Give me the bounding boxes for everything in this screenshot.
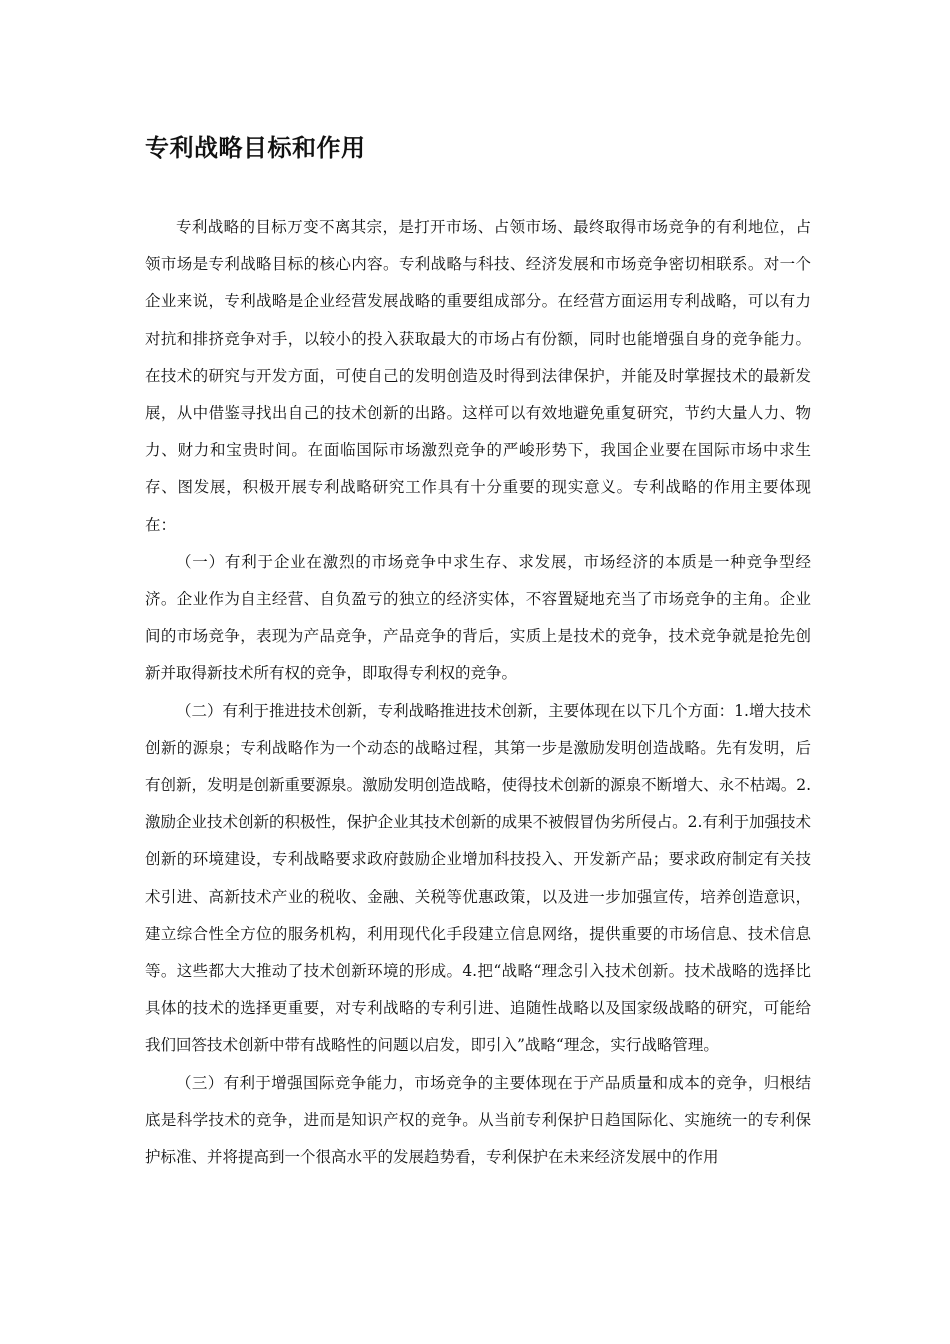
paragraph-point-one: （一）有利于企业在激烈的市场竞争中求生存、求发展，市场经济的本质是一种竞争型经济。企业作为自主经营、自负盈亏的独立的经济实体，不容置疑地充当了市场竞争的主角。企业间的市场竞争，表现为产品竞争，产品竞争的背后，实质上是技术的竞争，技术竞争就是抢先创新并取得新技术所有权的竞争，即取得专利权的竞争。 bbox=[145, 552, 811, 683]
document-content bbox=[145, 128, 811, 1176]
paragraph-intro: 专利战略的目标万变不离其宗，是打开市场、占领市场、最终取得市场竞争的有利地位，占领市场是专利战略目标的核心内容。专利战略与科技、经济发展和市场竞争密切相联系。对一个企业来说，专利战略是企业经营发展战略的重要组成部分。在经营方面运用专利战略，可以有力对抗和排挤竞争对手，以较小的投入获取最大的市场占有份额，同时也能增强自身的竞争能力。在技术的研究与开发方面，可使自己的发明创造及时得到法律保护，并能及时掌握技术的最新发展，从中借鉴寻找出自己的技术创新的出路。这样可以有效地避免重复研究，节约大量人力、物力、财力和宝贵时间。在面临国际市场激烈竞争的严峻形势下，我国企业要在国际市场中求生存、图发展，积极开展专利战略研究工作具有十分重要的现实意义。专利战略的作用主要体现在： bbox=[145, 218, 811, 534]
document-title: 专利战略目标和作用 bbox=[145, 134, 366, 162]
paragraph-point-three: （三）有利于增强国际竞争能力，市场竞争的主要体现在于产品质量和成本的竞争，归根结底是科学技术的竞争，进而是知识产权的竞争。从当前专利保护日趋国际化、实施统一的专利保护标准、并将提高到一个很高水平的发展趋势看，专利保护在未来经济发展中的作用 bbox=[145, 1073, 811, 1167]
document-body bbox=[145, 209, 811, 1176]
paragraph-point-two: （二）有利于推进技术创新，专利战略推进技术创新，主要体现在以下几个方面：1.增大技术创新的源泉；专利战略作为一个动态的战略过程，其第一步是激励发明创造战略。先有发明，后有创新，发明是创新重要源泉。激励发明创造战略，使得技术创新的源泉不断增大、永不枯竭。2.激励企业技术创新的积极性，保护企业其技术创新的成果不被假冒伪劣所侵占。2.有利于加强技术创新的环境建设，专利战略要求政府鼓励企业增加科技投入、开发新产品；要求政府制定有关技术引进、高新技术产业的税收、金融、关税等优惠政策，以及进一步加强宣传，培养创造意识，建立综合性全方位的服务机构，利用现代化手段建立信息网络，提供重要的市场信息、技术信息等。这些都大大推动了技术创新环境的形成。4.把“战略“理念引入技术创新。技术战略的选择比具体的技术的选择更重要，对专利战略的专利引进、追随性战略以及国家级战略的研究，可能给我们回答技术创新中带有战略性的问题以启发，即引入”战略“理念，实行战略管理。 bbox=[145, 701, 811, 1055]
